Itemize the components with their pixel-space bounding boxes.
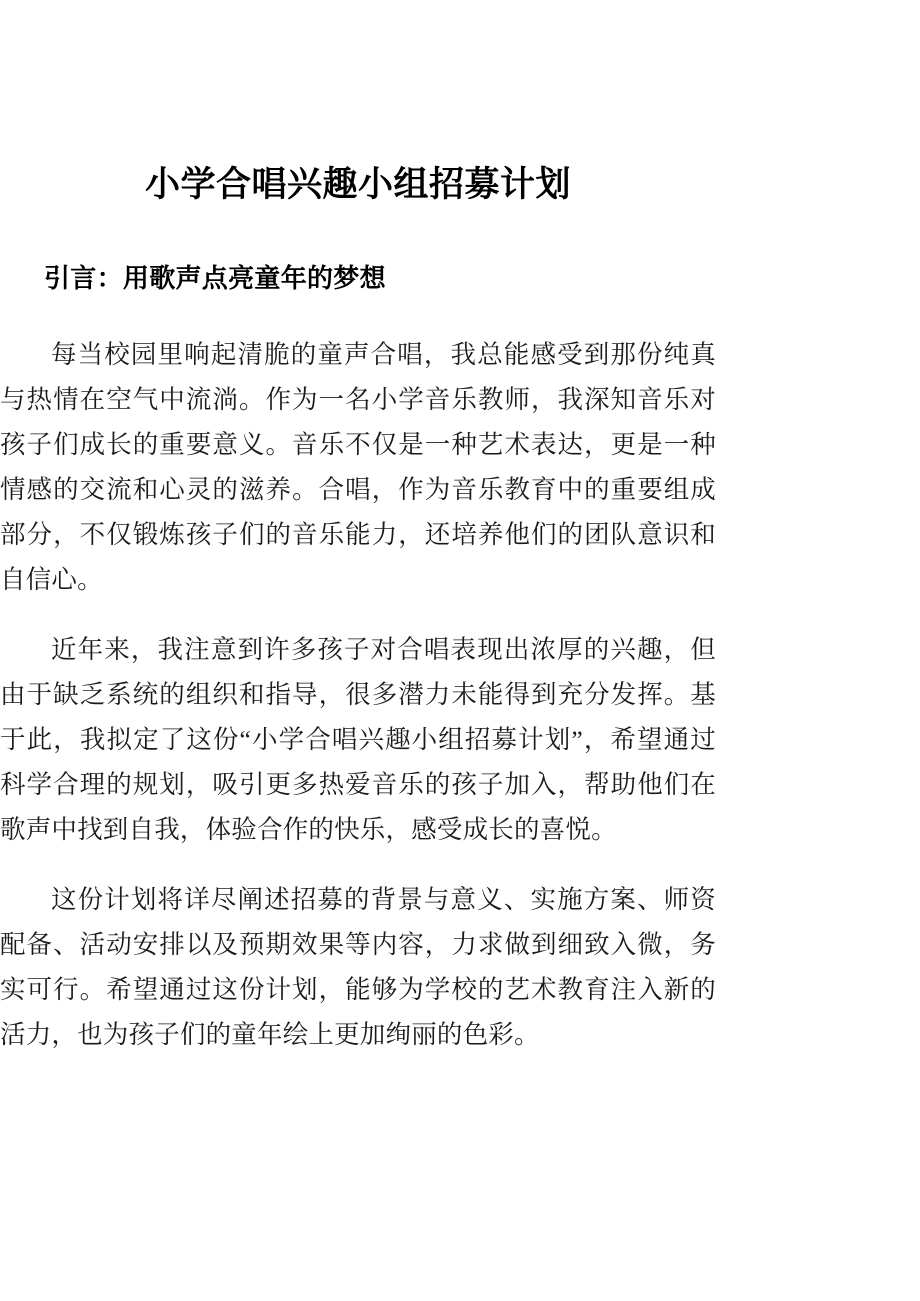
body-paragraph: 近年来，我注意到许多孩子对合唱表现出浓厚的兴趣，但由于缺乏系统的组织和指导，很多潜力未能得到充分发挥。基于此，我拟定了这份“小学合唱兴趣小组招募计划”，希望通过科学合理的规划，吸引更多热爱音乐的孩子加入，帮助他们在歌声中找到自我，体验合作的快乐，感受成长的喜悦。	[0, 635, 716, 844]
body-paragraph: 每当校园里响起清脆的童声合唱，我总能感受到那份纯真与热情在空气中流淌。作为一名小学音乐教师，我深知音乐对孩子们成长的重要意义。音乐不仅是一种艺术表达，更是一种情感的交流和心灵的滋养。合唱，作为音乐教育中的重要组成部分，不仅锻炼孩子们的音乐能力，还培养他们的团队意识和自信心。	[0, 340, 716, 594]
section-heading-introduction: 引言：用歌声点亮童年的梦想	[44, 263, 386, 293]
page-title: 小学合唱兴趣小组招募计划	[144, 165, 571, 204]
body-paragraph: 这份计划将详尽阐述招募的背景与意义、实施方案、师资配备、活动安排以及预期效果等内容，力求做到细致入微，务实可行。希望通过这份计划，能够为学校的艺术教育注入新的活力，也为孩子们的童年绘上更加绚丽的色彩。	[0, 885, 716, 1049]
document-body	[0, 332, 716, 1057]
